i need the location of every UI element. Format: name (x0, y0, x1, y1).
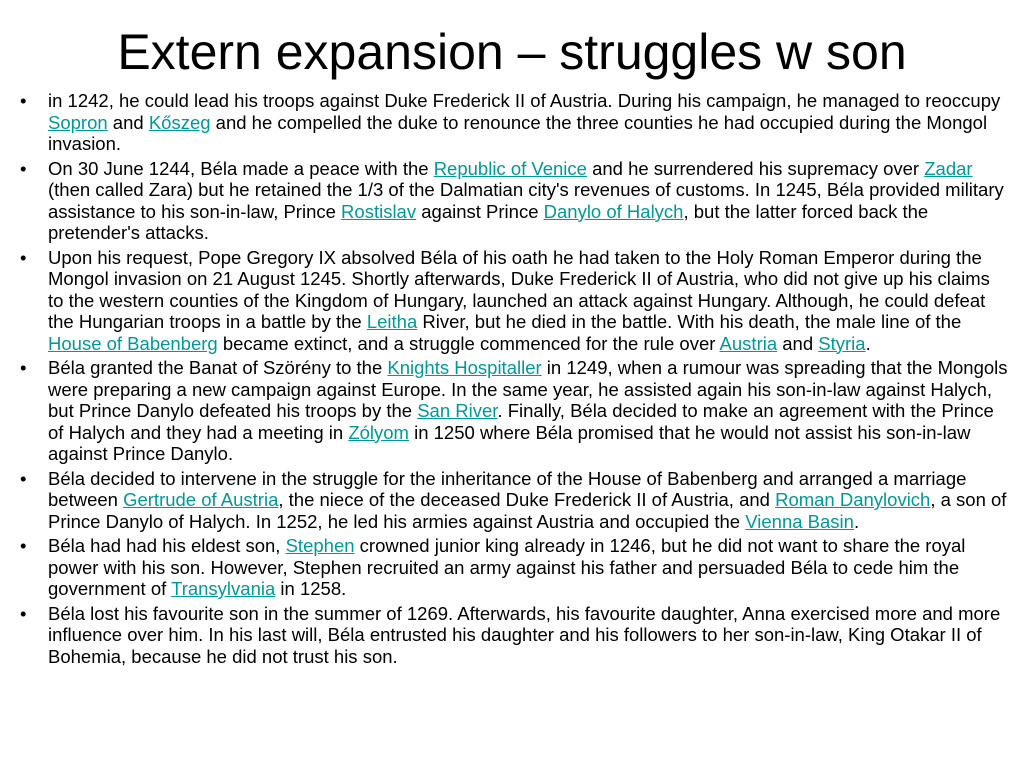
hyperlink[interactable]: Roman Danylovich (775, 489, 931, 510)
slide-title: Extern expansion – struggles w son (117, 24, 907, 80)
bullet-marker: • (20, 90, 27, 111)
bullet-text: . Finally, Béla decided to make an agreement with the Prince of Halych and they had a meeting in (48, 400, 994, 443)
bullet-text: Béla decided to intervene in the struggle for the inheritance of the House of Babenberg and arranged a marriage between (48, 467, 967, 510)
bullet-text: became extinct, and a struggle commenced for the rule over (217, 332, 720, 354)
bullet-text: and (777, 332, 819, 354)
bullet-text: in 1258. (275, 578, 347, 599)
bullet-text: Béla lost his favourite son in the summer of 1269. Afterwards, his favourite daughter, Anna exercised more and more influence over him. In his last will, Béla entrusted his daughter and his followers to her son-in-law, King Otakar II of Bohemia, because he did not trust his son. (48, 602, 1001, 667)
hyperlink[interactable]: House of Babenberg (48, 332, 218, 354)
bullet-text: and he compelled the duke to renounce the three counties he had occupied during the Mongol invasion. (48, 111, 988, 154)
bullet-text: and he surrendered his supremacy over (586, 157, 925, 179)
hyperlink[interactable]: Knights Hospitaller (387, 357, 542, 378)
bullet-marker: • (20, 157, 27, 179)
bullet-item (0, 468, 1010, 533)
hyperlink[interactable]: Austria (719, 332, 778, 354)
hyperlink[interactable]: Stephen (285, 535, 355, 556)
bullet-item (0, 158, 1010, 244)
bullet-text: Upon his request, Pope Gregory IX absolved Béla of his oath he had taken to the Holy Roman Emperor during the Mongol invasion on 21 August 1245. Shortly afterwards, Duke Frederick II of Austria, who did not give up his claims to the western counties of the Kingdom of Hungary, launched an attack against Hungary. Although, he could defeat the Hungarian troops in a battle by the (48, 246, 990, 332)
hyperlink[interactable]: Kőszeg (148, 111, 211, 133)
bullet-item (0, 357, 1010, 465)
hyperlink[interactable]: Danylo of Halych (543, 200, 684, 222)
hyperlink[interactable]: Republic of Venice (433, 157, 587, 179)
bullet-list (0, 90, 1010, 670)
hyperlink[interactable]: Leitha (366, 311, 418, 332)
hyperlink[interactable]: Sopron (48, 111, 108, 133)
bullet-text: Béla granted the Banat of Szörény to the (48, 357, 388, 378)
hyperlink[interactable]: Zólyom (348, 421, 409, 443)
bullet-text: in 1250 where Béla promised that he would not assist his son-in-law against Prince Danylo. (48, 421, 971, 464)
bullet-text: , the niece of the deceased Duke Frederick II of Austria, and (278, 489, 776, 510)
bullet-text: in 1249, when a rumour was spreading that the Mongols were preparing a new campaign against Europe. In the same year, he assisted again his son-in-law against Halych, but Prince Danylo defeated his troops by the (48, 357, 1008, 421)
hyperlink[interactable]: Styria (818, 332, 866, 354)
hyperlink[interactable]: Gertrude of Austria (123, 489, 279, 510)
bullet-marker: • (20, 246, 27, 268)
bullet-item (0, 247, 1010, 355)
bullet-marker: • (20, 357, 27, 378)
bullet-text: , but the latter forced back the pretender's attacks. (48, 200, 929, 243)
hyperlink[interactable]: San River (417, 400, 498, 421)
hyperlink[interactable]: Transylvania (171, 578, 276, 599)
bullet-text: in 1242, he could lead his troops against Duke Frederick II of Austria. During his campaign, he managed to reoccupy (48, 90, 1001, 111)
bullet-text: , a son of Prince Danylo of Halych. In 1252, he led his armies against Austria and occupied the (48, 489, 1007, 532)
hyperlink[interactable]: Zadar (924, 157, 973, 179)
bullet-item (0, 535, 1010, 600)
hyperlink[interactable]: Rostislav (341, 200, 417, 222)
bullet-marker: • (20, 602, 27, 624)
bullet-text: River, but he died in the battle. With his death, the male line of the (417, 311, 962, 332)
bullet-text: against Prince (416, 200, 544, 222)
bullet-marker: • (20, 535, 27, 556)
bullet-text: (then called Zara) but he retained the 1/3 of the Dalmatian city's revenues of customs. In 1245, Béla provided military assistance to his son-in-law, Prince (48, 179, 1004, 222)
bullet-marker: • (20, 467, 27, 489)
hyperlink[interactable]: Vienna Basin (745, 510, 854, 532)
bullet-text: . (865, 332, 871, 354)
bullet-item (0, 603, 1010, 668)
bullet-text: crowned junior king already in 1246, but he did not want to share the royal power with his son. However, Stephen recruited an army against his father and persuaded Béla to cede him the government of (48, 535, 966, 599)
bullet-text: . (853, 510, 860, 532)
bullet-item (0, 90, 1010, 155)
bullet-text: On 30 June 1244, Béla made a peace with the (48, 157, 434, 179)
bullet-text: Béla had had his eldest son, (48, 535, 286, 556)
bullet-text: and (107, 111, 149, 133)
